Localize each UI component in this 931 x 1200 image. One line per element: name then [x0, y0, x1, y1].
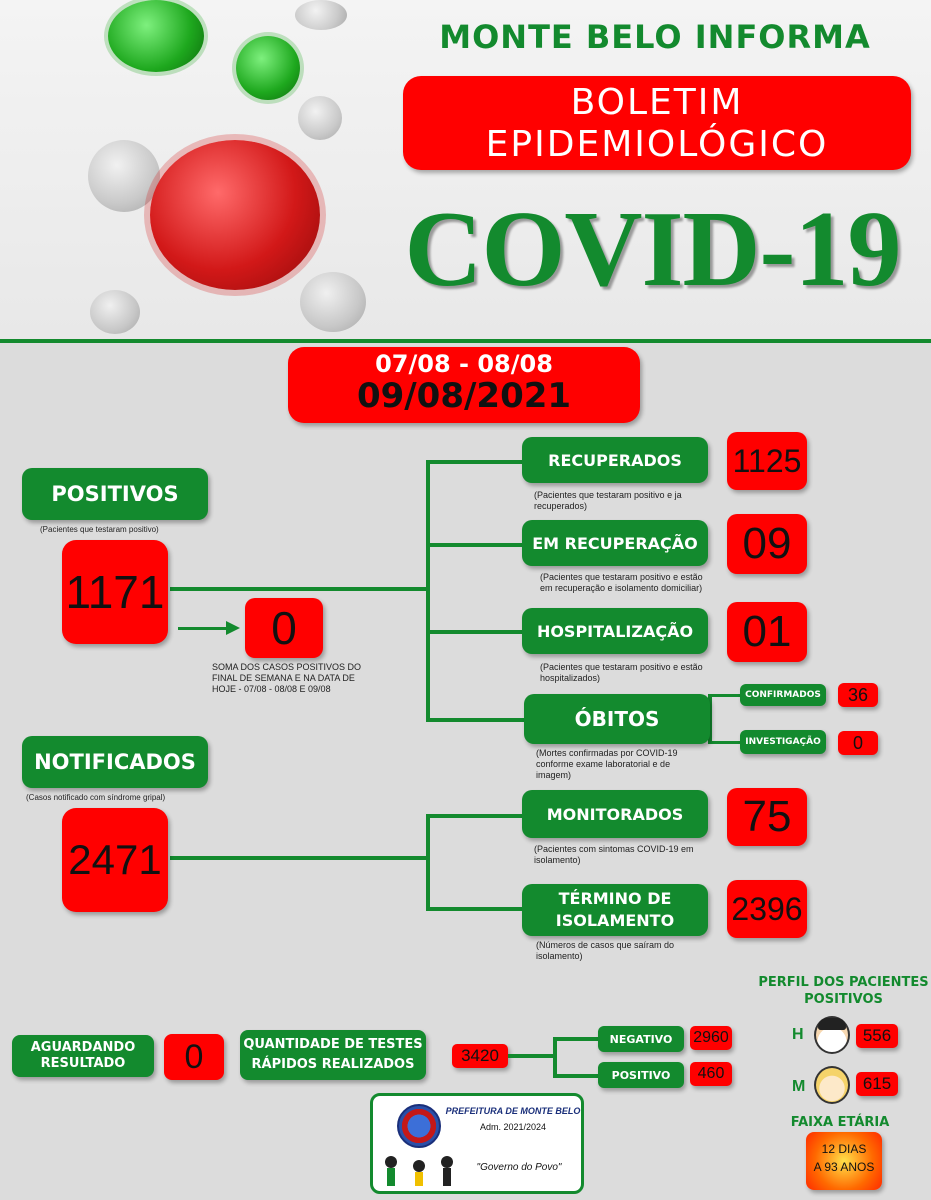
connector-line	[426, 718, 526, 722]
perfil-title	[756, 974, 931, 1008]
arrow-right-icon	[226, 621, 240, 635]
testes-label-line-1: QUANTIDADE DE TESTES	[243, 1037, 423, 1052]
positivo-label: POSITIVO	[598, 1062, 684, 1088]
virus-icon	[150, 140, 320, 290]
positivos-new-note: SOMA DOS CASOS POSITIVOS DO FINAL DE SEMANA E NA DATA DE HOJE - 07/08 - 08/08 E 09/08	[212, 662, 362, 694]
positivos-note: (Pacientes que testaram positivo)	[40, 525, 159, 534]
connector-line	[426, 814, 430, 910]
aguardando-value: 0	[164, 1034, 224, 1080]
testes-label-line-2: RÁPIDOS REALIZADOS	[251, 1057, 415, 1072]
boletim-banner	[403, 76, 911, 170]
perfil-title-line-2: POSITIVOS	[804, 992, 883, 1007]
aguardando-label-line-1: AGUARDANDO	[30, 1040, 136, 1055]
perfil-m-label: M	[792, 1078, 806, 1095]
termino-note: (Números de casos que saíram do isolamento)	[536, 940, 675, 961]
virus-icon	[298, 96, 342, 140]
prefeitura-name: PREFEITURA DE MONTE BELO	[445, 1106, 581, 1116]
monitorados-label: MONITORADOS	[522, 790, 708, 838]
people-icon	[383, 1152, 457, 1188]
positivo-value: 460	[690, 1062, 732, 1086]
hospitalizacao-value: 01	[727, 602, 807, 662]
monitorados-value: 75	[727, 788, 807, 846]
connector-line	[426, 630, 524, 634]
em-recuperacao-value: 09	[727, 514, 807, 574]
recuperados-label: RECUPERADOS	[522, 437, 708, 483]
testes-value: 3420	[452, 1044, 508, 1068]
notificados-note: (Casos notificado com síndrome gripal)	[26, 793, 166, 802]
aguardando-label	[12, 1035, 154, 1077]
covid-title: COVID-19	[404, 190, 901, 309]
recuperados-value: 1125	[727, 432, 807, 490]
city-seal-icon	[397, 1104, 441, 1148]
virus-icon	[108, 0, 204, 72]
faixa-etaria-line-2: A 93 ANOS	[813, 1160, 875, 1174]
investigacao-value: 0	[838, 731, 878, 755]
notificados-label: NOTIFICADOS	[22, 736, 208, 788]
connector-line	[170, 856, 428, 860]
report-date: 09/08/2021	[356, 376, 572, 416]
termino-value: 2396	[727, 880, 807, 938]
em-recuperacao-note: (Pacientes que testaram positivo e estão em recuperação e isolamento domiciliar)	[540, 572, 703, 593]
connector-line	[553, 1074, 599, 1078]
connector-line	[508, 1054, 556, 1058]
connector-line	[553, 1037, 599, 1041]
connector-line	[553, 1037, 557, 1077]
perfil-h-value: 556	[856, 1024, 898, 1048]
virus-icon	[90, 290, 140, 334]
prefeitura-slogan: "Governo do Povo"	[476, 1162, 562, 1173]
faixa-etaria-label: FAIXA ETÁRIA	[790, 1115, 890, 1130]
testes-label	[240, 1030, 426, 1080]
perfil-m-value: 615	[856, 1072, 898, 1096]
termino-label-line-1: TÉRMINO DE	[558, 889, 672, 908]
boletim-line-1: BOLETIM	[570, 82, 744, 123]
connector-line	[426, 543, 524, 547]
female-face-icon	[814, 1066, 850, 1104]
negativo-label: NEGATIVO	[598, 1026, 684, 1052]
top-title: MONTE BELO INFORMA	[439, 18, 871, 56]
hospitalizacao-note: (Pacientes que testaram positivo e estão hospitalizados)	[540, 662, 703, 683]
connector-line	[426, 460, 430, 722]
virus-icon	[236, 36, 300, 100]
em-recuperacao-label: EM RECUPERAÇÃO	[522, 520, 708, 566]
obitos-note: (Mortes confirmadas por COVID-19 conforme exame laboratorial e de imagem)	[536, 748, 678, 780]
connector-line	[426, 460, 524, 464]
hospitalizacao-label: HOSPITALIZAÇÃO	[522, 608, 708, 654]
male-face-icon	[814, 1016, 850, 1054]
connector-line	[708, 741, 742, 744]
date-box	[288, 347, 640, 423]
confirmados-value: 36	[838, 683, 878, 707]
positivos-value: 1171	[62, 540, 168, 644]
perfil-title-line-1: PERFIL DOS PACIENTES	[758, 975, 929, 990]
notificados-value: 2471	[62, 808, 168, 912]
negativo-value: 2960	[690, 1026, 732, 1050]
termino-label	[522, 884, 708, 936]
date-range: 07/08 - 08/08	[375, 350, 553, 378]
connector-line	[170, 587, 428, 591]
prefeitura-adm: Adm. 2021/2024	[479, 1122, 547, 1132]
connector-line	[426, 814, 524, 818]
header-divider	[0, 339, 931, 343]
termino-label-line-2: ISOLAMENTO	[555, 911, 675, 930]
positivos-label: POSITIVOS	[22, 468, 208, 520]
confirmados-label: CONFIRMADOS	[740, 684, 826, 706]
aguardando-label-line-2: RESULTADO	[40, 1056, 126, 1071]
virus-icon	[300, 272, 366, 332]
arrow-line	[178, 627, 228, 630]
perfil-h-label: H	[792, 1026, 804, 1043]
faixa-etaria-value	[806, 1132, 882, 1190]
prefeitura-card	[370, 1093, 584, 1194]
faixa-etaria-line-1: 12 DIAS	[821, 1142, 867, 1156]
monitorados-note: (Pacientes com sintomas COVID-19 em isolamento)	[534, 844, 694, 865]
virus-icon	[295, 0, 347, 30]
connector-line	[708, 694, 742, 697]
boletim-line-2: EPIDEMIOLÓGICO	[485, 124, 829, 165]
recuperados-note: (Pacientes que testaram positivo e ja recuperados)	[534, 490, 682, 511]
investigacao-label: INVESTIGAÇÃO	[740, 730, 826, 754]
virus-icon	[88, 140, 160, 212]
obitos-label: ÓBITOS	[524, 694, 710, 744]
connector-line	[426, 907, 524, 911]
positivos-new-value: 0	[245, 598, 323, 658]
